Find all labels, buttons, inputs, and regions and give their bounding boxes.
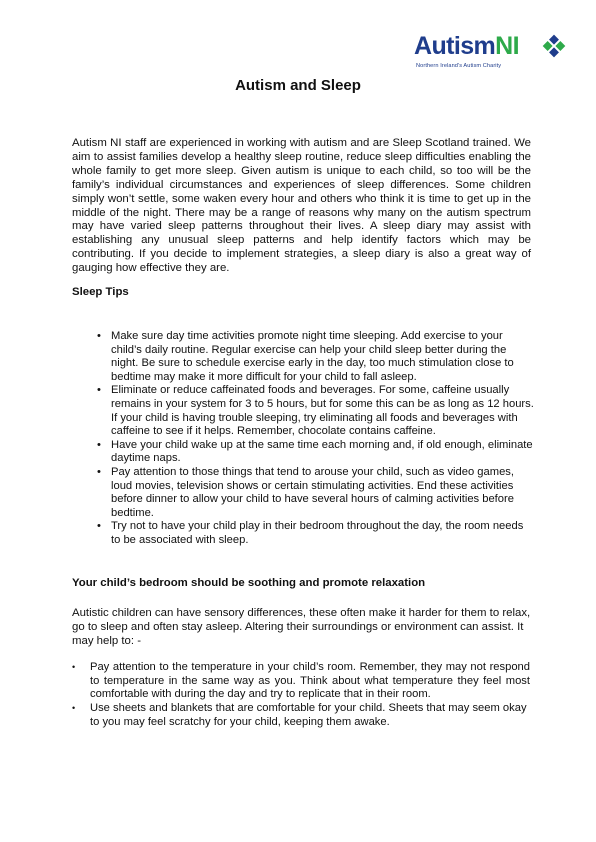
page-title: Autism and Sleep — [235, 77, 361, 94]
list-item-text: Use sheets and blankets that are comfortable for your child. Sheets that may seem okay to you may feel scratchy for your child, keeping them awake. — [90, 702, 527, 728]
autism-ni-logo — [414, 30, 574, 74]
puzzle-diamond-icon — [538, 30, 570, 62]
bedroom-heading: Your child’s bedroom should be soothing and promote relaxation — [72, 577, 426, 589]
bedroom-list — [72, 661, 530, 730]
bullet-icon: • — [72, 662, 76, 672]
logo-tagline: Northern Ireland's Autism Charity — [416, 63, 502, 69]
logo-word-ni: NI — [495, 32, 519, 60]
list-item-text: Try not to have your child play in their bedroom throughout the day, the room needs to be associated with sleep. — [111, 520, 524, 546]
logo-wordmark — [414, 32, 519, 60]
bullet-icon: • — [97, 465, 101, 478]
list-item — [72, 702, 530, 729]
list-item — [95, 466, 535, 520]
bullet-icon: • — [97, 384, 101, 397]
list-item-text: Eliminate or reduce caffeinated foods and beverages. For some, caffeine usually remains in your system for 3 to 5 hours, but for some this can be as long as 12 hours. If your child is having trouble sleeping, try eliminating all foods and beverages with caffeine to see if it helps. Remember, chocolate contains caffeine. — [111, 384, 534, 438]
bullet-icon: • — [97, 520, 101, 533]
intro-paragraph: Autism NI staff are experienced in working with autism and are Sleep Scotland trained. We aim to assist families develop a healthy sleep routine, reduce sleep difficulties enabling the whole family to get more sleep. Given autism is unique to each child, so too will be the family’s individual circumstances and experiences of sleep differences. Some children simply won’t settle, some waken every hour and others who think it is time to get up in the middle of the night. There may be a range of reasons why many on the autism spectrum may have varied sleep patterns throughout their lives. A sleep diary may assist with establishing any unusual sleep patterns and help identify factors which may be contributing. If you decide to implement strategies, a sleep diary is also a great way of gauging how effective they are. — [72, 137, 531, 275]
list-item-text: Pay attention to those things that tend to arouse your child, such as video games, loud movies, television shows or certain stimulating activities. End these activities before dinner to allow your child to have several hours of calming activities before bedtime. — [111, 465, 514, 519]
sleep-tips-list — [95, 330, 535, 548]
list-item-text: Make sure day time activities promote night time sleeping. Add exercise to your child’s daily routine. Regular exercise can help your child sleep better during the night. Be sure to schedule exercise early in the day, too much stimulation close to bedtime may make it more difficult for your child to fall asleep. — [111, 330, 514, 383]
list-item — [95, 330, 535, 384]
logo-word-autism: Autism — [414, 32, 496, 60]
bullet-icon: • — [97, 438, 101, 451]
bedroom-intro-paragraph: Autistic children can have sensory differences, these often make it harder for them to relax, go to sleep and often stay asleep. Altering their surroundings or environment can assist. It may help to: - — [72, 607, 531, 647]
list-item-text: Pay attention to the temperature in your child’s room. Remember, they may not respond to temperature in the same way as you. Think about what temperature they feel most comfortable with during the day and try to replicate that in their room. — [90, 661, 530, 701]
sleep-tips-heading: Sleep Tips — [72, 286, 129, 298]
list-item — [72, 661, 530, 702]
list-item — [95, 439, 535, 466]
list-item — [95, 384, 535, 438]
list-item-text: Have your child wake up at the same time each morning and, if old enough, eliminate daytime naps. — [111, 438, 533, 465]
bullet-icon: • — [72, 703, 76, 714]
bullet-icon: • — [97, 330, 101, 342]
list-item — [95, 520, 535, 547]
